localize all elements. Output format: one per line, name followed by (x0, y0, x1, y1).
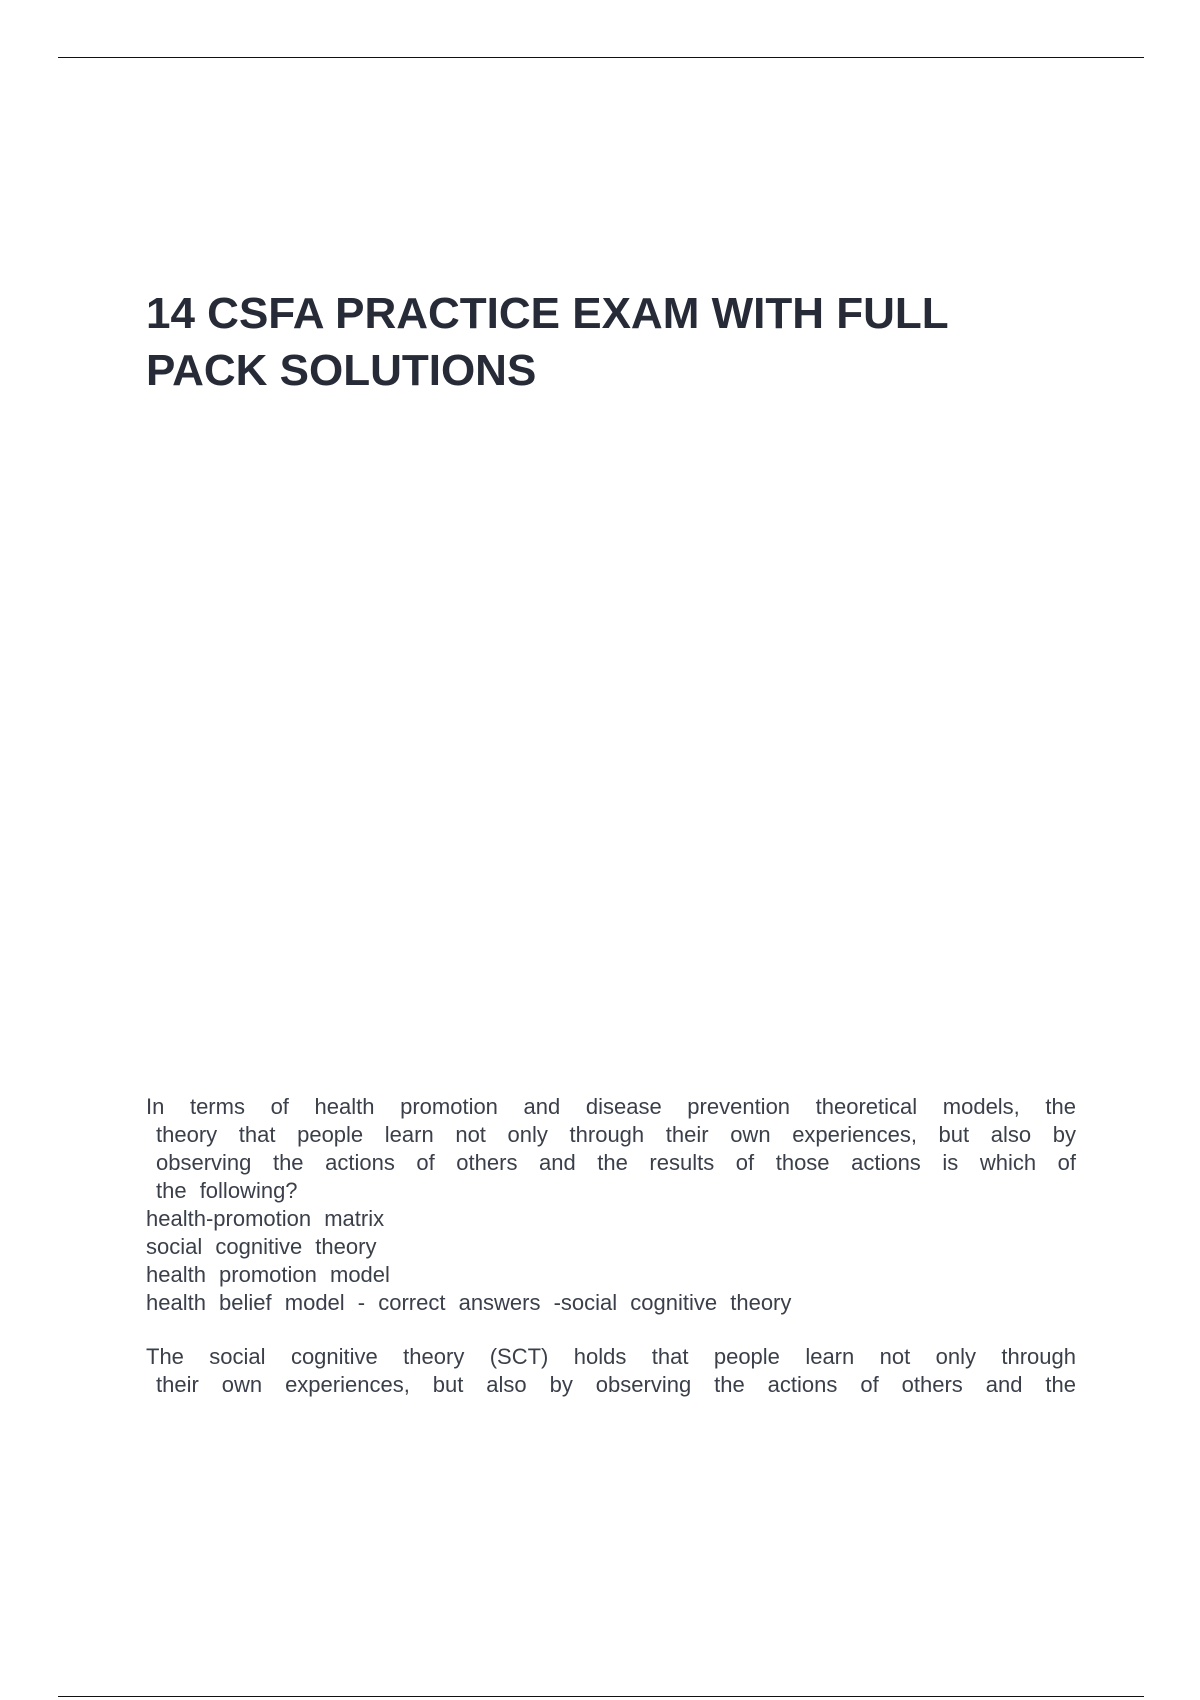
question-line: In terms of health promotion and disease prevention theoretical models, the (146, 1094, 1076, 1119)
top-rule (58, 57, 1144, 58)
explanation-line: The social cognitive theory (SCT) holds that people learn not only through (146, 1344, 1076, 1369)
answer-option-with-correct-answer: health belief model - correct answers -social cognitive theory (146, 1290, 792, 1315)
question-block (146, 1093, 1076, 1399)
title-line: 14 CSFA PRACTICE EXAM WITH FULL (146, 289, 949, 338)
answer-option: social cognitive theory (146, 1234, 377, 1259)
explanation-line: their own experiences, but also by observing the actions of others and the (156, 1372, 1076, 1397)
answer-option: health promotion model (146, 1262, 390, 1287)
question-line: theory that people learn not only through their own experiences, but also by (156, 1122, 1076, 1147)
paragraph-gap (146, 1317, 1076, 1343)
answer-option: health-promotion matrix (146, 1206, 385, 1231)
bottom-rule (58, 1696, 1144, 1697)
title-line: PACK SOLUTIONS (146, 346, 537, 395)
document-title (146, 285, 1106, 399)
question-line: observing the actions of others and the results of those actions is which of (156, 1150, 1076, 1175)
question-line: the following? (156, 1178, 298, 1203)
